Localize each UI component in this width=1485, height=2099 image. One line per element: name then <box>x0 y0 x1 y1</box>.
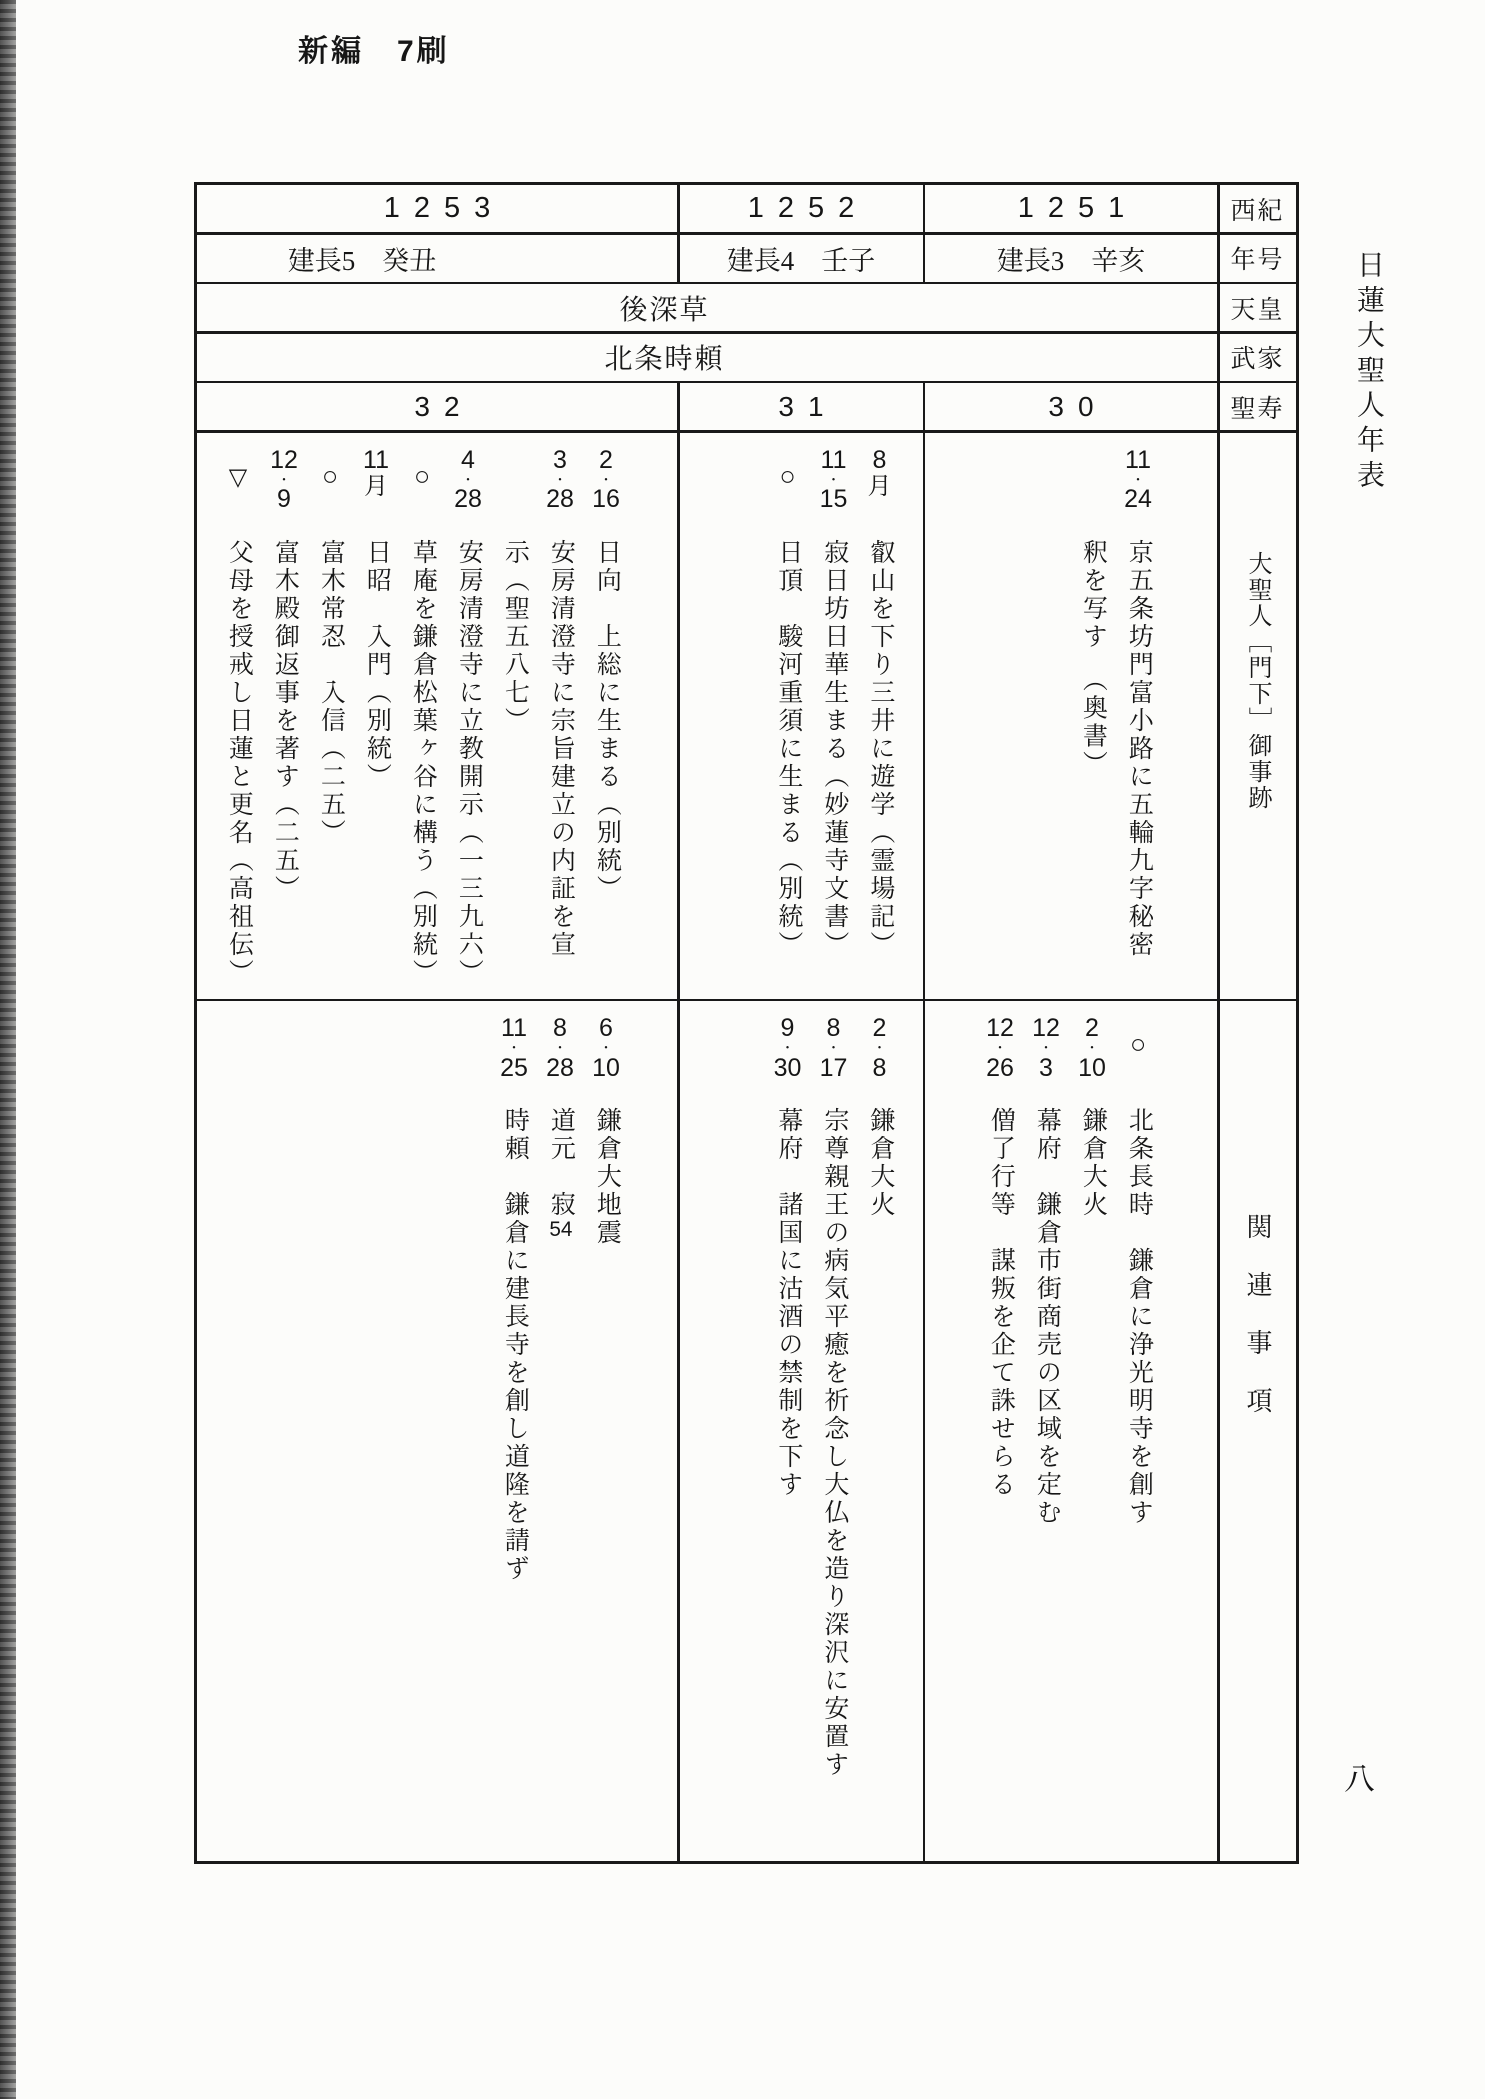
date-token: 12 <box>270 445 298 474</box>
event-date <box>322 439 338 539</box>
year-cell-1251 <box>925 185 1217 232</box>
date-token: 3 <box>1039 1053 1053 1082</box>
date-token: ・ <box>507 1040 521 1056</box>
event-date <box>414 439 430 539</box>
age-value: 31 <box>778 390 838 422</box>
event-text: 宗尊親王の病気平癒を祈念し大仏を造り深沢に安置す <box>820 1107 848 1779</box>
event-date <box>546 439 574 539</box>
row-label-era <box>1220 235 1296 282</box>
event-strip <box>1115 1007 1161 1855</box>
date-token: 30 <box>773 1053 802 1082</box>
event-entry <box>307 439 353 993</box>
date-token: 28 <box>454 485 482 514</box>
event-entry <box>445 439 491 993</box>
date-token: ・ <box>599 471 613 487</box>
event-text: 安房清澄寺に立教開示（一三九六） <box>455 538 483 987</box>
row-label-text: 西紀 <box>1230 197 1285 225</box>
related-cell-2 <box>925 1001 1217 1861</box>
year-value: 1252 <box>747 192 869 224</box>
row-label-text: 武家 <box>1230 346 1285 373</box>
date-token: 17 <box>819 1053 848 1082</box>
edition-note: 新編 7刷 <box>298 35 450 68</box>
event-strip <box>977 1007 1023 1855</box>
event-text: 富木常忍 入信（二五） <box>317 538 345 847</box>
era-cell-1251 <box>925 235 1217 282</box>
row-label-text: 関連事項 <box>1243 1213 1272 1445</box>
event-date <box>546 1007 574 1107</box>
age-cell-1251 <box>925 383 1217 430</box>
event-date <box>454 439 482 539</box>
event-entry <box>811 1007 857 1855</box>
date-token: 2 <box>599 445 613 474</box>
event-strip <box>583 1007 629 1855</box>
shogun-cell <box>197 334 1217 381</box>
event-text: 時頼 鎌倉に建長寺を創し道隆を請ず <box>501 1107 529 1583</box>
event-text: 道元 寂54 <box>547 1107 575 1240</box>
event-text: 草庵を鎌倉松葉ヶ谷に構う（別統） <box>409 538 437 987</box>
event-entry <box>215 439 261 993</box>
date-token: 10 <box>1078 1053 1106 1082</box>
event-date <box>1032 1007 1060 1107</box>
event-date <box>1124 439 1152 539</box>
event-strip <box>491 1007 537 1855</box>
event-text: 幕府 諸国に沽酒の禁制を下す <box>774 1107 802 1499</box>
event-entry <box>977 1007 1023 1855</box>
circle-marker-icon: ○ <box>1129 1029 1147 1059</box>
related-cell-0 <box>197 1001 677 1861</box>
triangle-marker-icon: ▽ <box>228 464 248 491</box>
row-label-age <box>1220 383 1296 430</box>
emperor-name: 後深草 <box>619 294 710 326</box>
event-date <box>1078 1007 1106 1107</box>
circle-marker-icon: ○ <box>321 460 339 491</box>
event-date <box>779 439 795 539</box>
date-token: 8 <box>553 1014 567 1042</box>
event-text: 鎌倉大火 <box>1079 1107 1107 1219</box>
era-cell-1253 <box>197 235 677 282</box>
event-date <box>820 439 848 539</box>
date-token: ・ <box>780 1040 794 1056</box>
date-token: 月 <box>363 473 388 500</box>
event-text: 日向 上総に生まる（別統） <box>593 538 621 903</box>
event-text: 示（聖五八七） <box>501 538 529 735</box>
year-value: 1251 <box>1017 192 1139 224</box>
event-entry <box>1069 439 1161 993</box>
event-date <box>592 439 620 539</box>
event-entry <box>1023 1007 1069 1855</box>
date-token: 9 <box>780 1014 795 1042</box>
event-strip <box>537 439 583 993</box>
date-token: 3 <box>553 445 567 474</box>
event-text: 鎌倉大火 <box>866 1107 894 1219</box>
row-label-shogun <box>1220 334 1296 381</box>
date-token: 11 <box>1125 445 1151 474</box>
year-cell-1253 <box>197 185 677 232</box>
event-text: 幕府 鎌倉市街商売の区域を定む <box>1033 1107 1061 1527</box>
event-text: 京五条坊門富小路に五輪九字秘密 <box>1125 538 1153 959</box>
event-text: 叡山を下り三井に遊学（霊場記） <box>866 538 894 959</box>
event-strip <box>811 1007 857 1855</box>
era-value: 建長4 壬子 <box>726 245 876 276</box>
event-strip <box>307 439 353 993</box>
event-text: 父母を授戒し日蓮と更名（高祖伝） <box>225 538 253 987</box>
date-token: 11 <box>820 445 847 474</box>
date-token: 月 <box>867 473 892 500</box>
event-text: 鎌倉大地震 <box>593 1107 621 1247</box>
event-entry <box>811 439 857 993</box>
date-token: 2 <box>872 1014 887 1042</box>
event-entry <box>491 439 583 993</box>
deeds-cell-2 <box>925 433 1217 999</box>
age-cell-1252 <box>680 383 923 430</box>
event-strip <box>811 439 857 993</box>
date-token: 8 <box>872 1053 887 1082</box>
event-strip <box>765 439 811 993</box>
event-entry <box>765 1007 811 1855</box>
event-entry <box>491 1007 537 1855</box>
date-token: ・ <box>826 471 840 487</box>
circle-marker-icon: ○ <box>779 460 796 491</box>
date-token: 12 <box>986 1014 1014 1042</box>
event-strip <box>491 439 537 993</box>
event-strip <box>1115 439 1161 993</box>
event-strip <box>399 439 445 993</box>
row-label-text: 大聖人［門下］御事跡 <box>1244 550 1270 811</box>
event-date <box>873 1007 887 1107</box>
event-date <box>270 439 298 539</box>
row-label-emperor <box>1220 284 1296 331</box>
date-token: ・ <box>461 471 475 487</box>
age-value: 30 <box>1048 390 1108 422</box>
event-entry <box>1069 1007 1115 1855</box>
date-token: ・ <box>553 471 567 487</box>
date-token: 25 <box>500 1053 528 1082</box>
row-label-text: 天皇 <box>1230 296 1285 324</box>
event-entry <box>765 439 811 993</box>
event-date <box>1130 1007 1146 1107</box>
age-cell-1253 <box>197 383 677 430</box>
event-entry <box>353 439 399 993</box>
date-token: 24 <box>1124 485 1152 514</box>
event-strip <box>215 439 261 993</box>
age-value: 32 <box>414 390 474 422</box>
book-side-title: 日蓮大聖人年表 <box>1353 250 1384 495</box>
event-strip <box>261 439 307 993</box>
event-text: 釈を写す （奥書） <box>1079 538 1107 778</box>
event-entry <box>583 439 629 993</box>
event-strip <box>1023 1007 1069 1855</box>
circle-marker-icon: ○ <box>413 460 431 491</box>
event-strip <box>1069 1007 1115 1855</box>
related-cell-1 <box>680 1001 923 1861</box>
date-token: ・ <box>599 1040 613 1056</box>
date-token: 11 <box>501 1014 527 1042</box>
event-strip <box>857 439 903 993</box>
event-date <box>363 439 389 539</box>
event-date <box>820 1007 848 1107</box>
event-entry <box>857 1007 903 1855</box>
shogun-name: 北条時頼 <box>604 344 725 375</box>
date-token: ・ <box>1039 1040 1053 1056</box>
event-date <box>868 439 892 539</box>
event-strip <box>1069 439 1115 993</box>
date-token: ・ <box>993 1040 1007 1056</box>
row-label-year <box>1220 185 1296 232</box>
page-number: 八 <box>1344 1762 1375 1797</box>
emperor-cell <box>197 284 1217 331</box>
date-token: 15 <box>819 485 848 514</box>
event-text: 北条長時 鎌倉に浄光明寺を創す <box>1125 1107 1153 1527</box>
chronology-table <box>194 182 1299 1864</box>
event-text: 日頂 駿河重須に生まる（別統） <box>774 538 802 959</box>
date-token: 12 <box>1032 1014 1060 1042</box>
event-date <box>229 439 247 539</box>
year-value: 1253 <box>383 192 505 224</box>
event-entry <box>261 439 307 993</box>
deeds-cell-0 <box>197 433 677 999</box>
date-token: 11 <box>363 445 389 474</box>
event-strip <box>765 1007 811 1855</box>
event-strip <box>857 1007 903 1855</box>
date-token: 4 <box>461 445 475 474</box>
date-token: 16 <box>592 485 620 514</box>
year-cell-1252 <box>680 185 923 232</box>
date-token: 8 <box>826 1014 841 1042</box>
event-text: 日昭 入門（別統） <box>363 538 391 791</box>
date-token: 26 <box>986 1053 1014 1082</box>
date-token: ・ <box>872 1040 886 1056</box>
era-value: 建長5 癸丑 <box>287 245 437 276</box>
row-label-deeds <box>1220 433 1296 999</box>
era-value: 建長3 辛亥 <box>996 245 1146 276</box>
date-token: 28 <box>546 1053 574 1082</box>
date-token: 9 <box>277 485 291 514</box>
date-token: ・ <box>1131 471 1145 487</box>
row-label-related <box>1220 1001 1296 1861</box>
event-text: 僧了行等 謀叛を企て誅せらる <box>987 1107 1015 1499</box>
event-entry <box>857 439 903 993</box>
deeds-cell-1 <box>680 433 923 999</box>
event-entry <box>583 1007 629 1855</box>
date-token: 28 <box>546 485 574 514</box>
event-date <box>986 1007 1014 1107</box>
event-strip <box>537 1007 583 1855</box>
date-token: ・ <box>826 1040 840 1056</box>
event-text: 寂日坊日華生まる（妙蓮寺文書） <box>820 538 848 959</box>
event-entry <box>537 1007 583 1855</box>
event-strip <box>583 439 629 993</box>
date-token: ・ <box>277 471 291 487</box>
era-cell-1252 <box>680 235 923 282</box>
event-date <box>500 1007 528 1107</box>
date-token: 10 <box>592 1053 620 1082</box>
event-text: 富木殿御返事を著す（二五） <box>271 538 299 903</box>
event-entry <box>399 439 445 993</box>
date-token: 6 <box>599 1014 613 1042</box>
event-date <box>774 1007 802 1107</box>
event-strip <box>445 439 491 993</box>
event-date <box>592 1007 620 1107</box>
date-token: 8 <box>872 445 887 474</box>
scanner-edge-artifact <box>0 0 16 2099</box>
row-label-text: 聖寿 <box>1230 395 1285 423</box>
event-text: 安房清澄寺に宗旨建立の内証を宣 <box>547 538 575 959</box>
date-token: 2 <box>1085 1014 1099 1042</box>
event-strip <box>353 439 399 993</box>
row-label-text: 年号 <box>1230 247 1285 274</box>
date-token: ・ <box>553 1040 567 1056</box>
event-entry <box>1115 1007 1161 1855</box>
date-token: ・ <box>1085 1040 1099 1056</box>
